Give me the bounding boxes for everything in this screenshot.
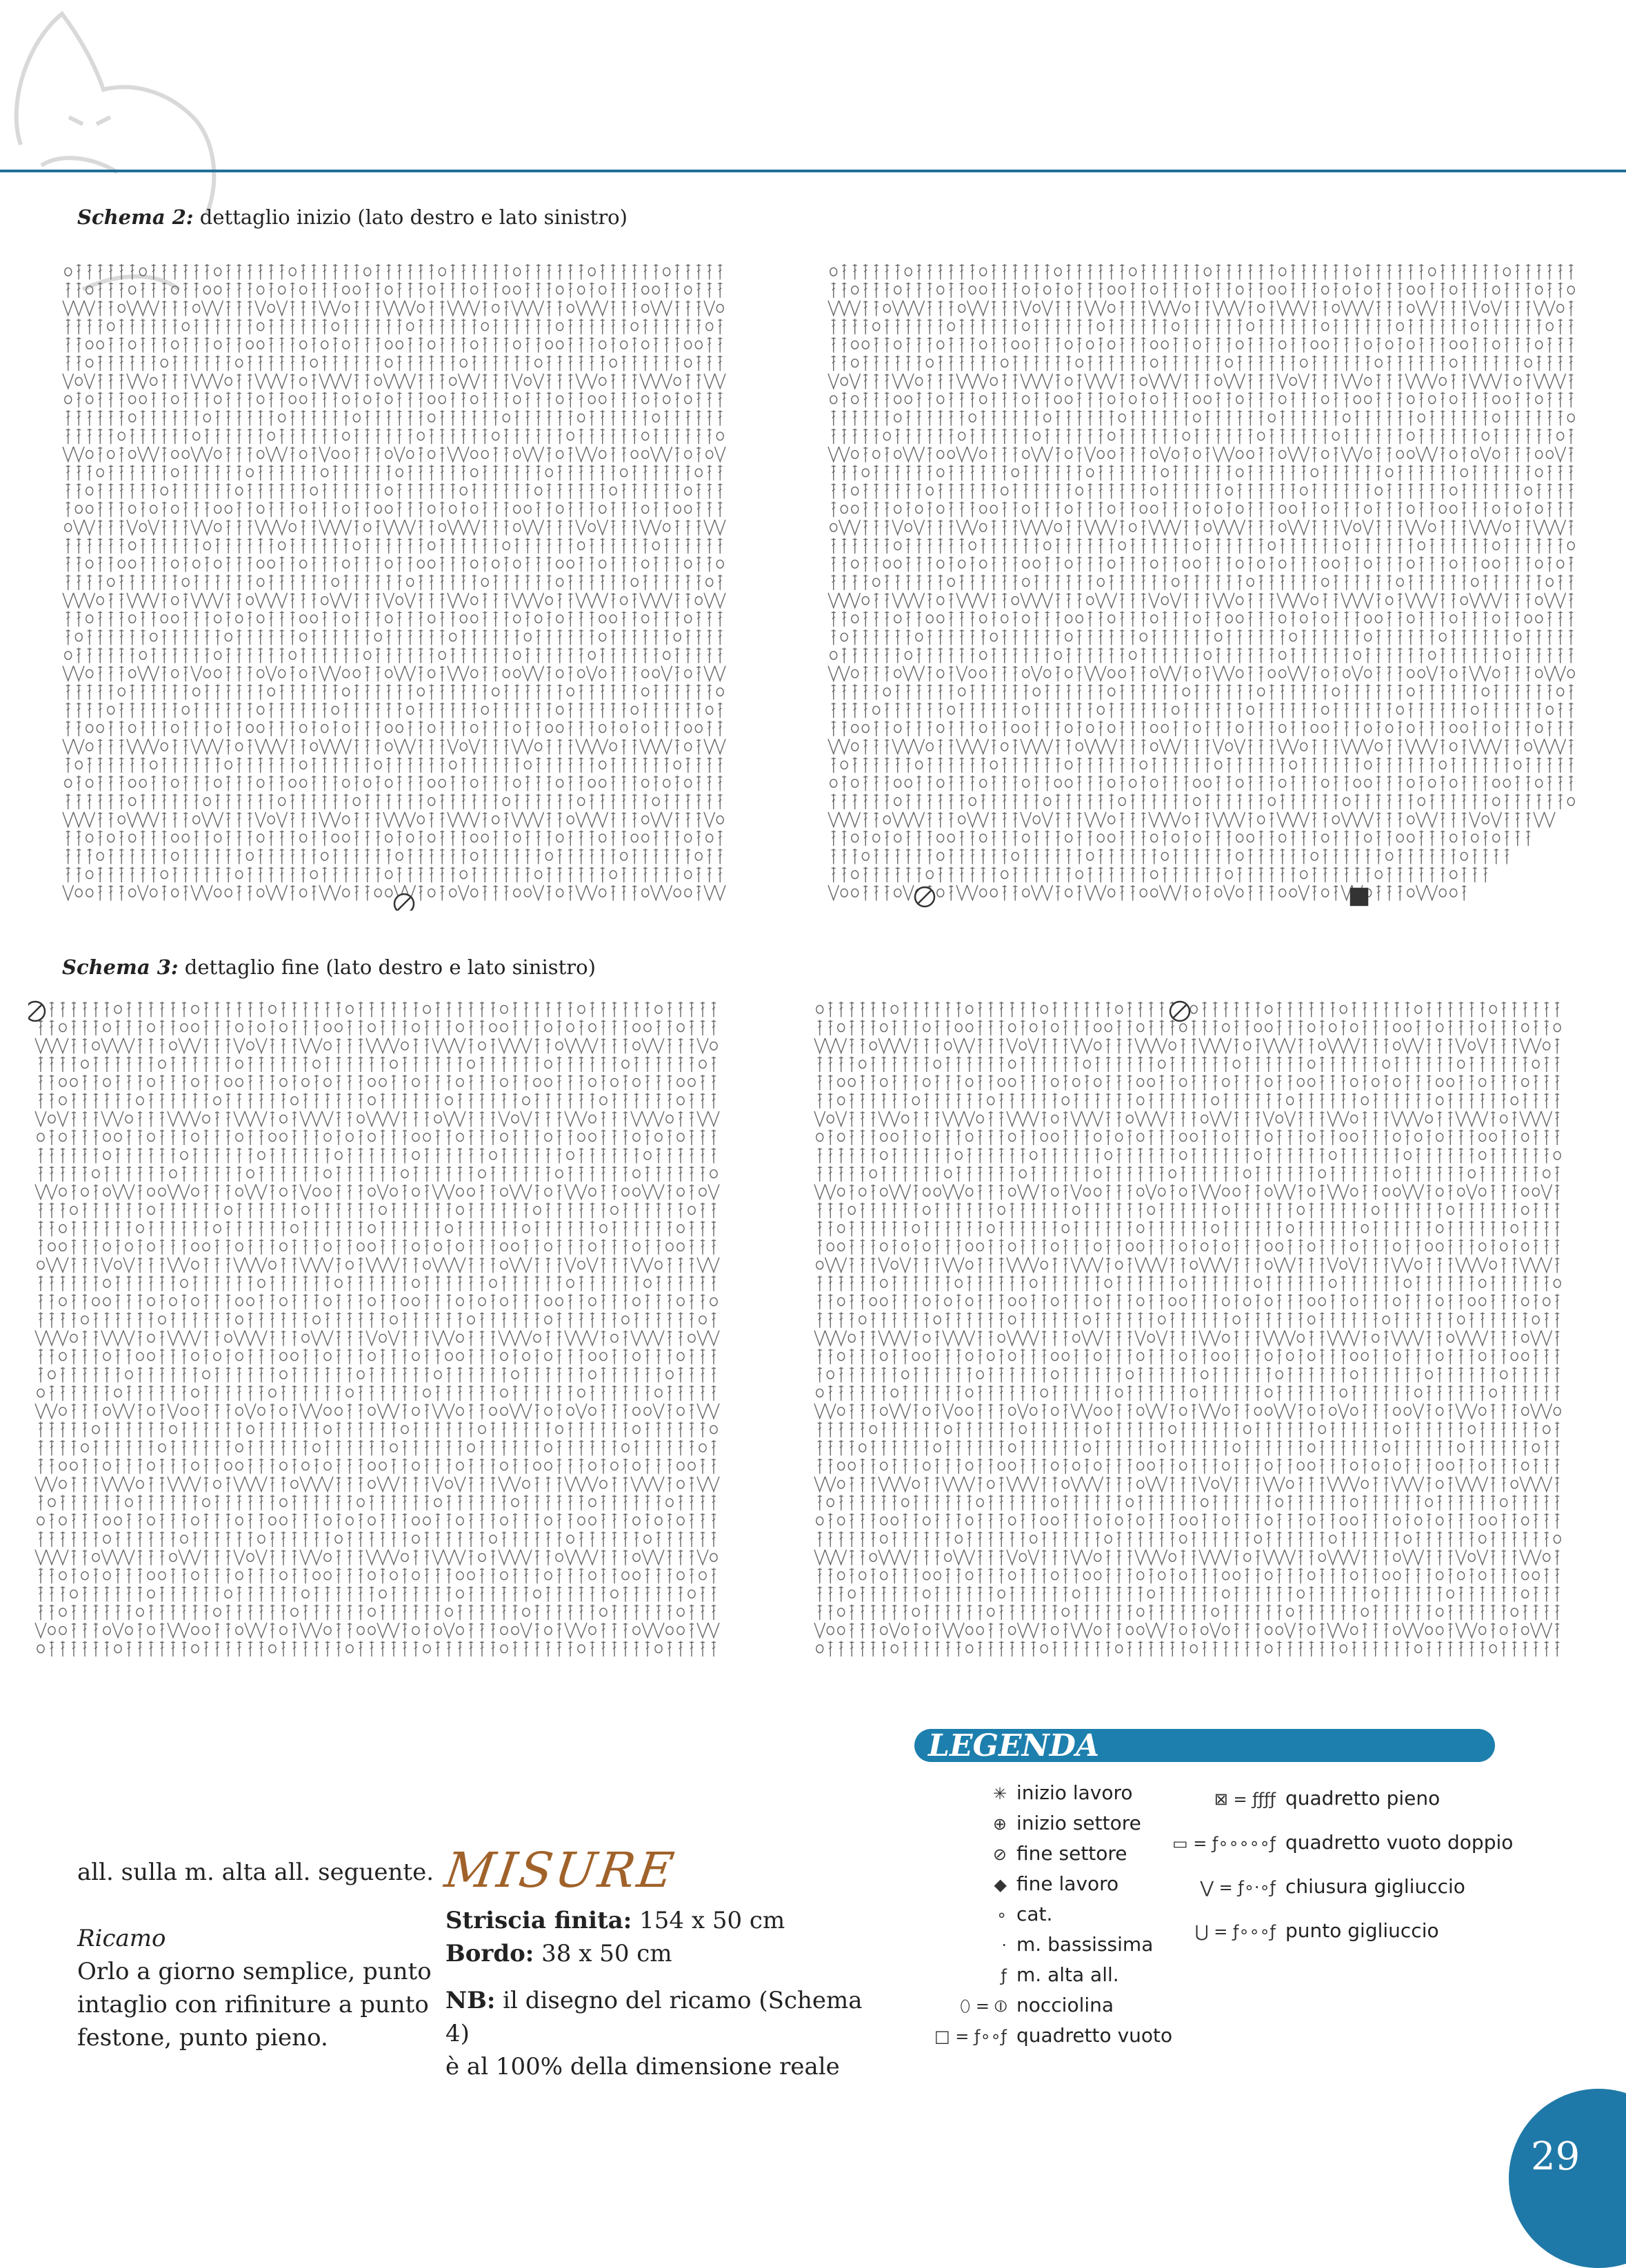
schema2-caption [77, 205, 628, 229]
legenda-symbol-icon: ƒ [917, 1966, 1016, 1985]
stitch-grid [828, 264, 1574, 901]
schema3-right-chart [807, 993, 1601, 1683]
legenda-item [917, 1812, 1141, 1842]
striscia-label: Striscia finita: [445, 1907, 632, 1934]
stitch-grid [63, 264, 725, 901]
nb-text: è al 100% della dimensione reale [445, 2050, 887, 2083]
schema3-caption-label: Schema 3: [62, 955, 179, 979]
legenda-item [1158, 1919, 1439, 1963]
legenda-symbol-icon: ⋁ = ƒ∘·∘ƒ [1158, 1878, 1285, 1897]
legenda-title: LEGENDA [914, 1729, 1495, 1762]
legenda-symbol-icon: ⋃ = ƒ∘∘∘ƒ [1158, 1922, 1285, 1941]
schema2-right-chart [821, 255, 1608, 918]
legenda-symbol-icon: ⬯ = ⦶ [917, 1996, 1016, 2016]
legenda-symbol-icon: ∘ [917, 1905, 1016, 1925]
legenda-item [917, 1781, 1132, 1812]
legenda-label: fine settore [1016, 1842, 1127, 1865]
legenda-item [1158, 1875, 1465, 1919]
stitch-grid [35, 1002, 719, 1657]
legenda-item [917, 2024, 1172, 2054]
header-rule [0, 170, 1626, 172]
instruction-text [77, 1856, 436, 2054]
legenda-label: m. alta all. [1016, 1963, 1119, 1986]
legenda-item [917, 1933, 1153, 1963]
legenda-symbol-icon: ✳ [917, 1784, 1016, 1803]
page-number: 29 [1531, 2134, 1580, 2179]
schema3-caption [62, 955, 596, 979]
legenda-symbol-icon: ▭ = ƒ∘∘∘∘∘ƒ [1158, 1834, 1285, 1853]
ricamo-line: festone, punto pieno. [77, 2021, 436, 2054]
settore-marker-icon [915, 887, 934, 907]
ricamo-line: intaglio con rifiniture a punto [77, 1988, 436, 2021]
legenda-symbol-icon: · [917, 1936, 1016, 1955]
legenda-label: chiusura gigliuccio [1285, 1875, 1465, 1898]
legenda-label: nocciolina [1016, 1994, 1114, 2016]
stitch-grid [814, 1002, 1560, 1657]
legenda-label: m. bassissima [1016, 1933, 1153, 1956]
legenda-symbol-icon: ⊘ [917, 1845, 1016, 1864]
legenda-label: quadretto vuoto [1016, 2024, 1172, 2047]
misure-title: MISURE [441, 1842, 680, 1899]
legenda-item [917, 1903, 1052, 1933]
legenda-label: fine lavoro [1016, 1872, 1118, 1895]
legenda-item [917, 1994, 1114, 2024]
legenda-item [1158, 1831, 1513, 1875]
ricamo-title: Ricamo [77, 1922, 436, 1955]
legenda-item [917, 1963, 1119, 1994]
legenda-symbol-icon: ⊕ [917, 1814, 1016, 1834]
instruction-line: all. sulla m. alta all. seguente. [77, 1856, 436, 1889]
schema3-left-chart [28, 993, 732, 1683]
schema3-caption-text: dettaglio fine (lato destro e lato sinistro) [179, 955, 596, 979]
legenda-label: punto gigliuccio [1285, 1919, 1439, 1942]
legenda-symbol-icon: □ = ƒ∘∘ƒ [917, 2027, 1016, 2046]
nb-label: NB: [445, 1987, 495, 2014]
bordo-value: 38 x 50 cm [534, 1940, 672, 1967]
ricamo-line: Orlo a giorno semplice, punto [77, 1955, 436, 1988]
legenda-item [917, 1872, 1118, 1903]
bordo-label: Bordo: [445, 1940, 534, 1967]
legenda-symbol-icon: ◆ [917, 1875, 1016, 1894]
legenda-label: inizio settore [1016, 1812, 1141, 1834]
settore-marker-icon [394, 894, 414, 911]
fine-lavoro-icon [1351, 889, 1367, 905]
legenda-label: inizio lavoro [1016, 1781, 1132, 1804]
schema2-caption-label: Schema 2: [77, 205, 194, 229]
striscia-value: 154 x 50 cm [632, 1907, 785, 1934]
schema2-left-chart [55, 255, 746, 911]
legenda-item [1158, 1787, 1440, 1831]
legenda-symbol-icon: ⊠ = ƒƒƒƒ [1158, 1790, 1285, 1809]
settore-marker-icon [28, 1002, 45, 1021]
legenda-item [917, 1842, 1127, 1872]
legenda-label: quadretto vuoto doppio [1285, 1831, 1513, 1854]
settore-marker-icon [1170, 1002, 1190, 1021]
misure-block [445, 1904, 887, 2083]
legenda-label: quadretto pieno [1285, 1787, 1440, 1810]
schema2-caption-text: dettaglio inizio (lato destro e lato sinistro) [194, 205, 628, 229]
legenda-label: cat. [1016, 1903, 1052, 1925]
nb-text: il disegno del ricamo (Schema 4) [445, 1987, 863, 2047]
